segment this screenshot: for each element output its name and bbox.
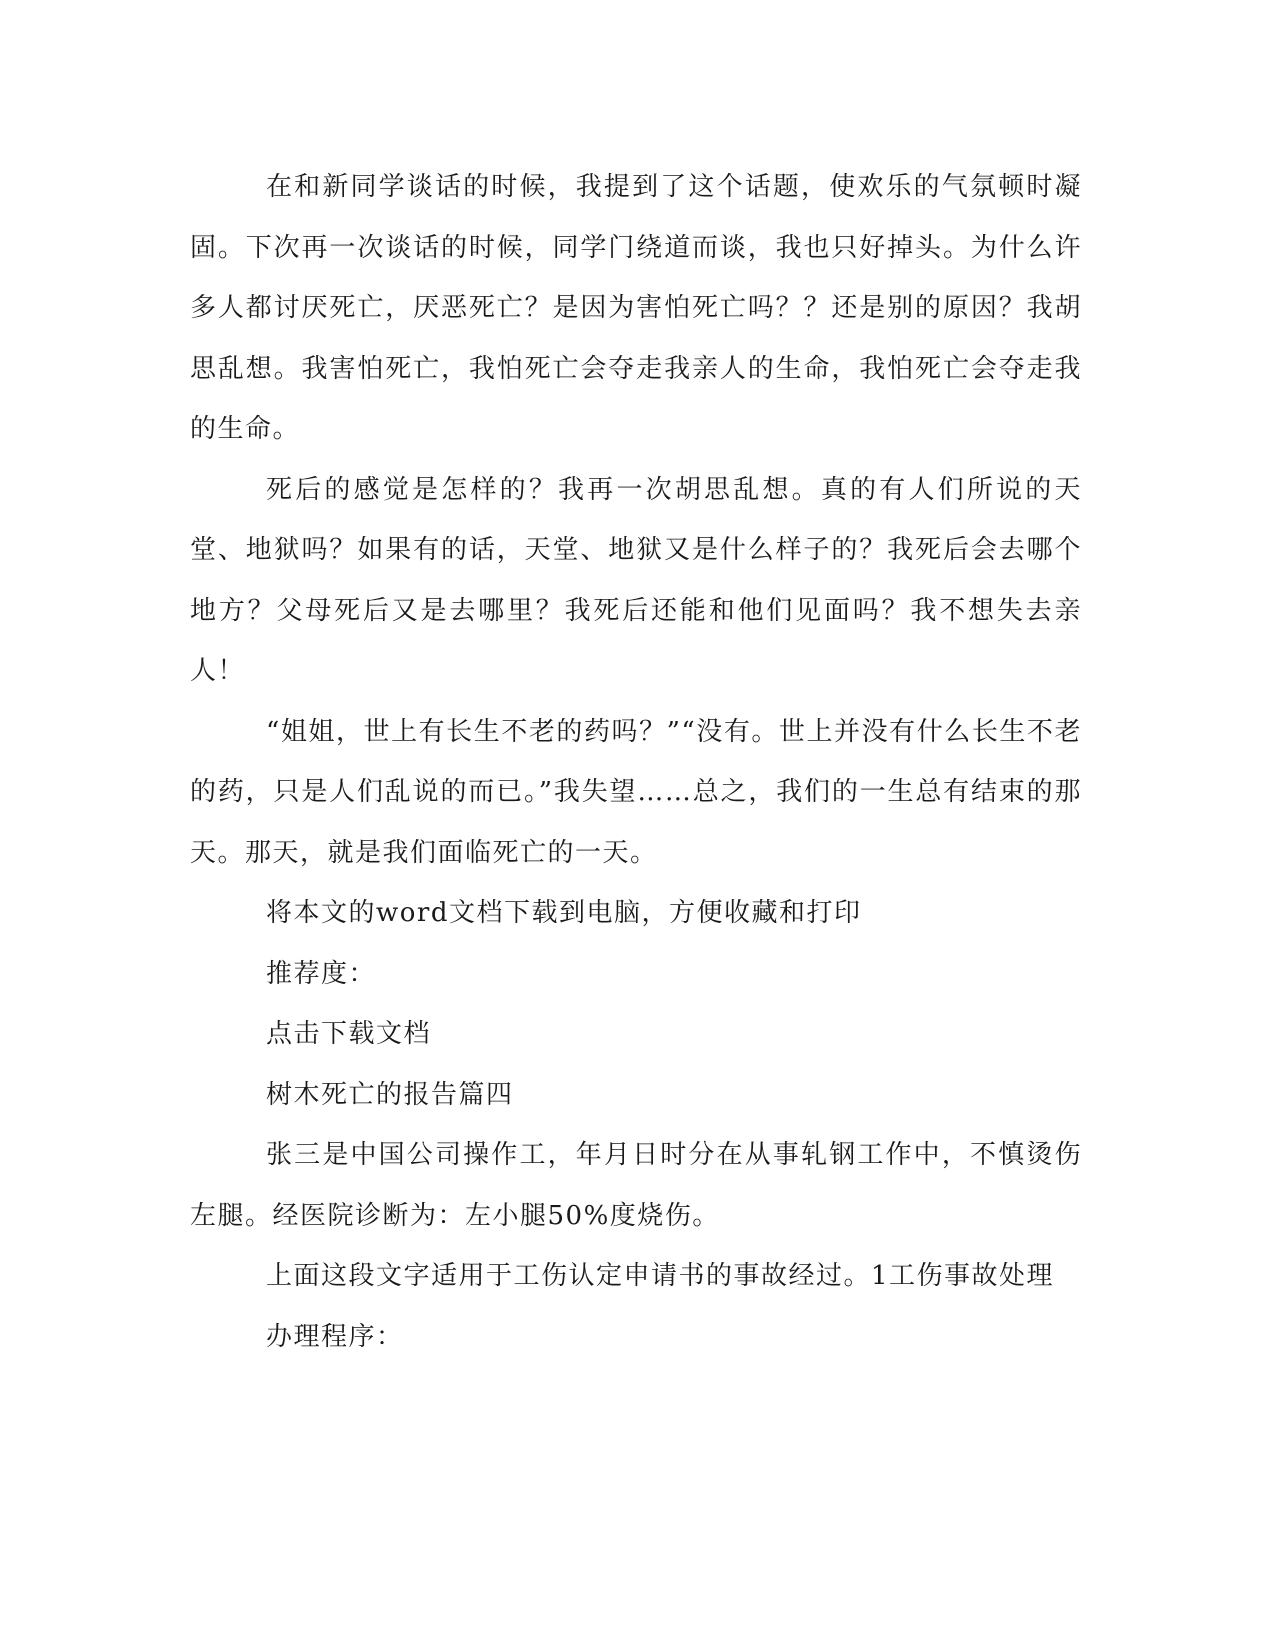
paragraph-accident: 张三是中国公司操作工，年月日时分在从事轧钢工作中，不慎烫伤左腿。经医院诊断为：左小腿50%度烧伤。 (190, 1140, 1082, 1231)
paragraph-recommendation: 推荐度： (266, 958, 377, 989)
paragraph-download-note: 将本文的word文档下载到电脑，方便收藏和打印 (266, 898, 862, 928)
paragraph-dialogue-sister: “姐姐，世上有长生不老的药吗？”“没有。世上并没有什么长生不老的药，只是人们乱说的而已。”我失望……总之，我们的一生总有结束的那天。那天，就是我们面临死亡的一天。 (190, 716, 1082, 868)
paragraph-applicability: 上面这段文字适用于工伤认定申请书的事故经过。1工伤事故处理 (266, 1261, 1055, 1291)
paragraph-procedure: 办理程序： (266, 1321, 404, 1352)
document-body (190, 157, 1082, 1367)
paragraph-after-death: 死后的感觉是怎样的？我再一次胡思乱想。真的有人们所说的天堂、地狱吗？如果有的话，天堂、地狱又是什么样子的？我死后会去哪个地方？父母死后又是去哪里？我死后还能和他们见面吗？我不想失去亲人！ (190, 474, 1082, 686)
paragraph-worry-about-death: 在和新同学谈话的时候，我提到了这个话题，使欢乐的气氛顿时凝固。下次再一次谈话的时候，同学门绕道而谈，我也只好掉头。为什么许多人都讨厌死亡，厌恶死亡？是因为害怕死亡吗？？还是别的原因？我胡思乱想。我害怕死亡，我怕死亡会夺走我亲人的生命，我怕死亡会夺走我的生命。 (190, 172, 1082, 444)
download-document-link[interactable]: 点击下载文档 (266, 1019, 432, 1049)
section-heading: 树木死亡的报告篇四 (266, 1079, 514, 1110)
